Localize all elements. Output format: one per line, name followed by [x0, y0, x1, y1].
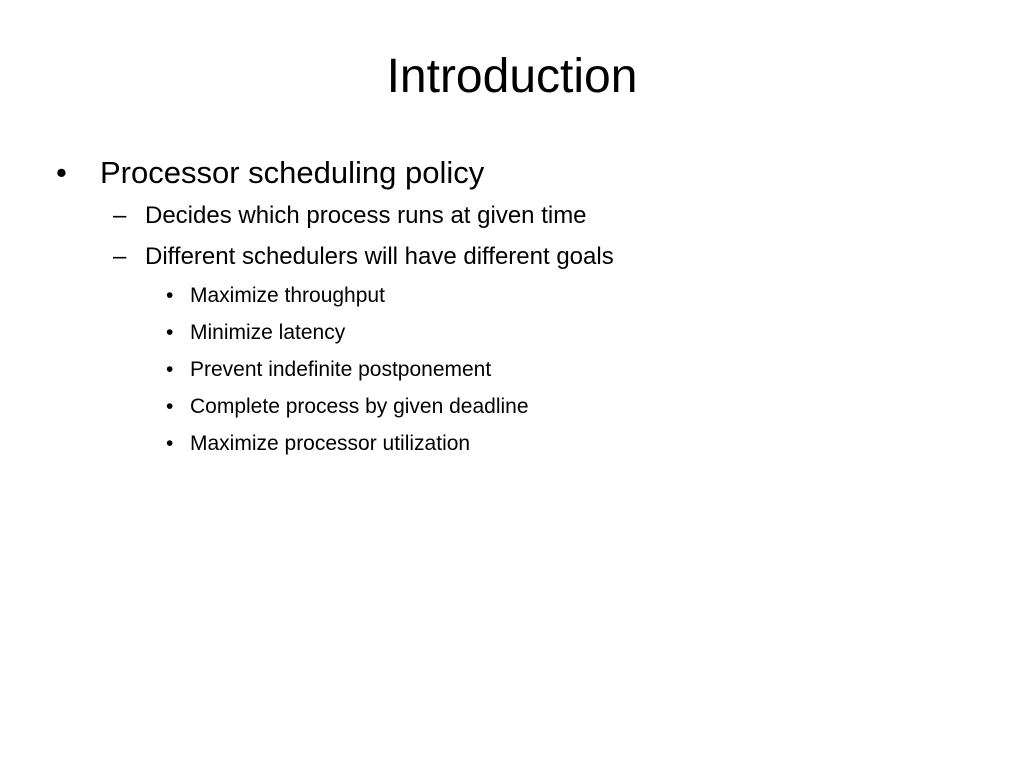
bullet-dot-icon: • [56, 155, 67, 190]
bullet-dot-icon: • [166, 395, 174, 418]
bullet-item-level3 [166, 431, 470, 457]
bullet-item-level1 [56, 153, 484, 193]
bullet-item-level2 [113, 201, 587, 231]
bullet-dot-icon: • [166, 432, 174, 455]
bullet-text: Maximize processor utilization [190, 432, 471, 455]
bullet-dot-icon: • [166, 321, 174, 344]
bullet-item-level3 [166, 357, 491, 383]
bullet-text: Decides which process runs at given time [145, 202, 587, 229]
bullet-item-level3 [166, 283, 385, 309]
bullet-text: Complete process by given deadline [190, 395, 529, 418]
bullet-dot-icon: • [166, 358, 174, 381]
bullet-text: Maximize throughput [190, 284, 385, 307]
bullet-text: Different schedulers will have different goals [145, 243, 614, 270]
bullet-text: Prevent indefinite postponement [190, 358, 492, 381]
bullet-item-level3 [166, 394, 529, 420]
slide-title: Introduction [386, 50, 638, 103]
bullet-text: Minimize latency [190, 321, 346, 344]
bullet-dot-icon: • [166, 284, 174, 307]
bullet-text: Processor scheduling policy [100, 155, 485, 190]
bullet-item-level3 [166, 320, 345, 346]
bullet-item-level2 [113, 242, 614, 272]
bullet-dash-icon: – [113, 202, 127, 229]
bullet-dash-icon: – [113, 243, 127, 270]
